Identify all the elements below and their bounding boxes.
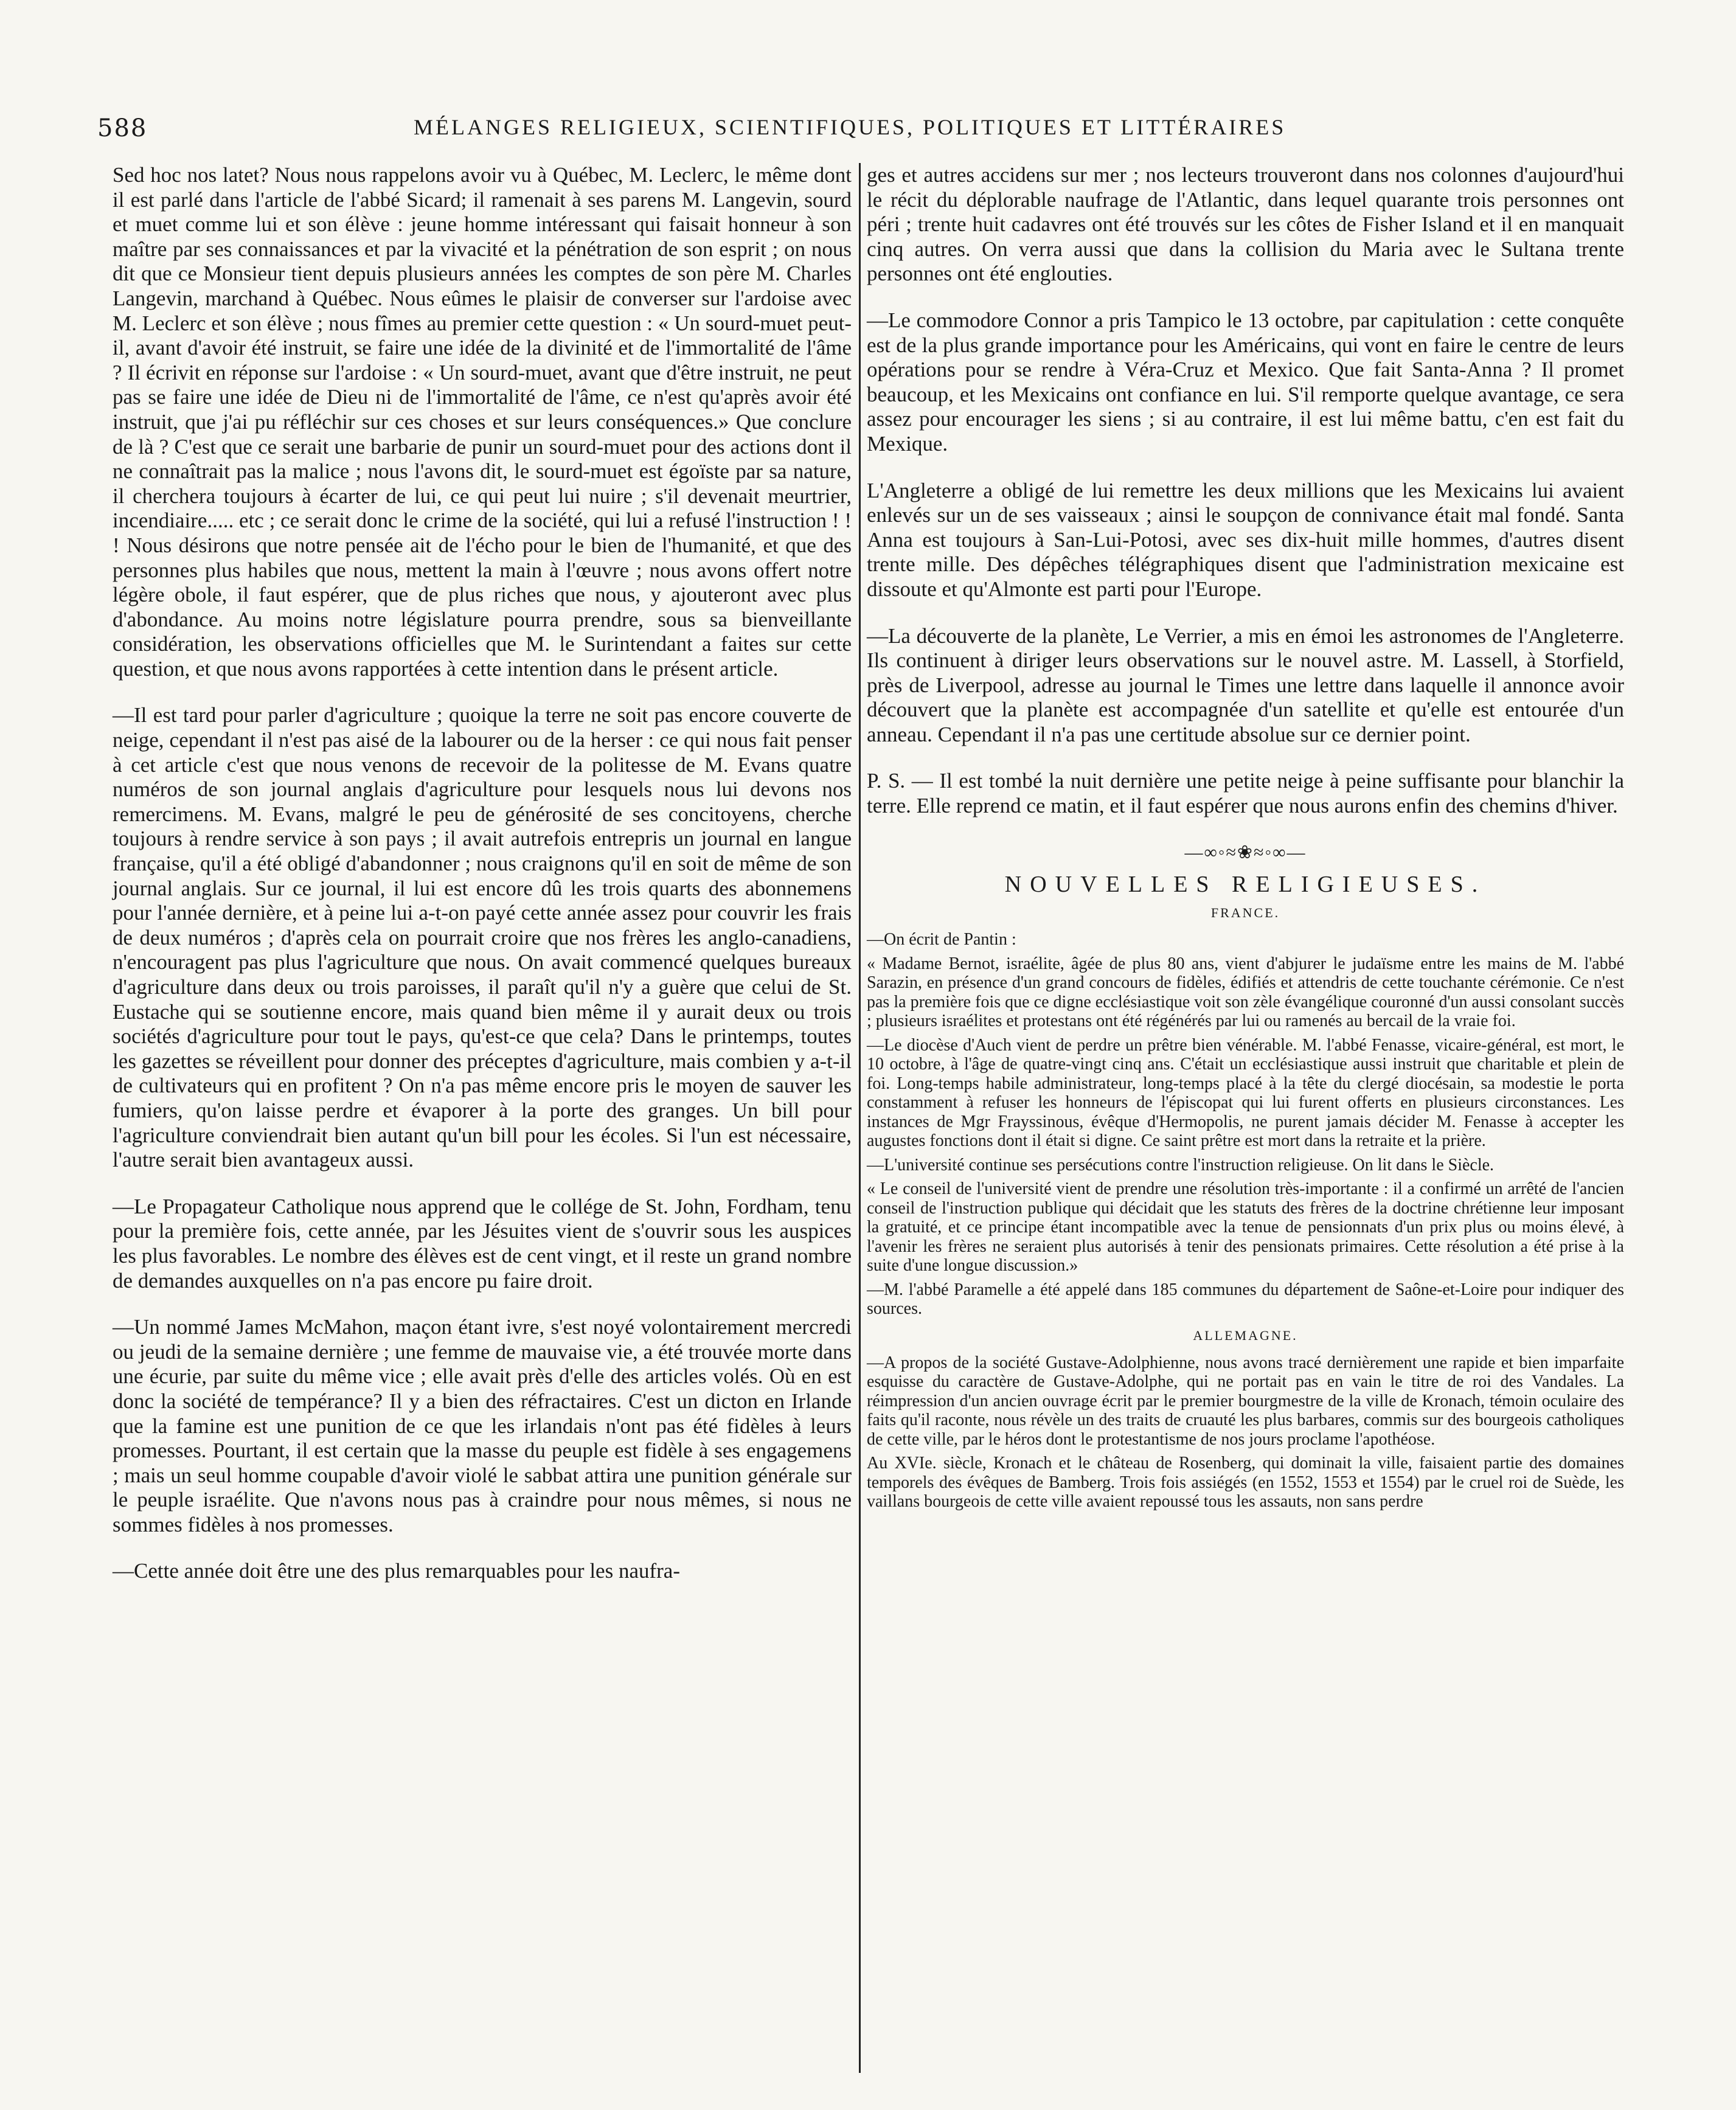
news-item: « Madame Bernot, israélite, âgée de plus 80 ans, vient d'abjurer le judaïsme entre les mains de M. l'abbé Sarazin, en présence d'un grand concours de fidèles, édifiés et attendris de cette touchante cérémonie. Ce n'est pas la première fois que ce digne ecclésiastique voit son zèle évangélique couronné d'un aussi consolant succès ; plusieurs israélites et protestans ont été régénérés par lui ou ramenés au bercail de la vraie foi.	[867, 954, 1624, 1031]
article-paragraph: —Cette année doit être une des plus remarquables pour les naufra-	[113, 1559, 680, 1583]
right-column	[867, 163, 1624, 2086]
news-item: —A propos de la société Gustave-Adolphienne, nous avons tracé dernièrement une rapide et bien imparfaite esquisse du caractère de Gustave-Adolphe, qui ne portait pas en vain le titre de roi des Vandales. La réimpression d'un ancien ouvrage écrit par le premier bourgmestre de la ville de Kronach, témoin oculaire des faits qu'il raconte, nous révèle un des traits de cruauté les plus barbares, commis sur des bourgeois catholiques de cette ville, par le héros dont le protestantisme de nos jours proclame l'apothéose.	[867, 1353, 1624, 1449]
article-paragraph: —Le Propagateur Catholique nous apprend que le collége de St. John, Fordham, tenu pour la première fois, cette année, par les Jésuites vient de s'ouvrir sous les auspices les plus favorables. Le nombre des élèves est de cent vingt, et il reste un grand nombre de demandes auxquelles on n'a pas encore pu faire droit.	[113, 1194, 852, 1293]
news-item: —M. l'abbé Paramelle a été appelé dans 185 communes du département de Saône-et-Loire pour indiquer des sources.	[867, 1280, 1624, 1319]
article-paragraph: P. S. — Il est tombé la nuit dernière une petite neige à peine suffisante pour blanchir la terre. Elle reprend ce matin, et il faut espérer que nous aurons enfin des chemins d'hiver.	[867, 769, 1624, 818]
left-column	[113, 163, 852, 2086]
section-title: NOUVELLES RELIGIEUSES.	[1004, 872, 1487, 898]
subsection-title-allemagne: ALLEMAGNE.	[1193, 1327, 1298, 1343]
article-paragraph: L'Angleterre a obligé de lui remettre les deux millions que les Mexicains lui avaient enlevés sur un de ses vaisseaux ; ainsi le soupçon de connivance était mal fondé. Santa Anna est toujours à San-Lui-Potosi, avec ses dix-huit mille hommes, d'autres disent trente mille. Des dépêches télégraphiques disent que l'administration mexicaine est dissoute et qu'Almonte est parti pour l'Europe.	[867, 478, 1624, 601]
page-number: 588	[97, 114, 148, 142]
article-paragraph: —La découverte de la planète, Le Verrier, a mis en émoi les astronomes de l'Angleterre. Ils continuent à diriger leurs observations sur le nouvel astre. M. Lassell, à Storfield, près de Liverpool, adresse au journal le Times une lettre dans laquelle il annonce avoir découvert que la planète est accompagnée d'un satellite et qu'elle est entourée d'un anneau. Cependant il n'a pas une certitude absolue sur ce dernier point.	[867, 623, 1624, 746]
news-item: —Le diocèse d'Auch vient de perdre un prêtre bien vénérable. M. l'abbé Fenasse, vicaire-général, est mort, le 10 octobre, à l'âge de quatre-vingt cinq ans. C'était un ecclésiastique aussi instruit que charitable et plein de foi. Long-temps habile administrateur, long-temps placé à la tête du clergé diocésain, sa modestie le porta constamment à refuser les honneurs de l'épiscopat qui lui furent offerts en plusieurs circonstances. Les instances de Mgr Frayssinous, évêque d'Hermopolis, ne purent jamais décider M. Fenasse à accepter les augustes fonctions dont il était si digne. Ce saint prêtre est mort dans la retraite et la prière.	[867, 1035, 1624, 1151]
news-item: —L'université continue ses persécutions contre l'instruction religieuse. On lit dans le Siècle.	[867, 1155, 1495, 1175]
news-item: —On écrit de Pantin :	[867, 930, 1016, 949]
article-paragraph: —Il est tard pour parler d'agriculture ; quoique la terre ne soit pas encore couverte de neige, cependant il n'est pas aisé de la labourer ou de la herser : ce qui nous fait penser à cet article c'est que nous venons de recevoir de la politesse de M. Evans quatre numéros de son journal anglais d'agriculture pour lesquels nous lui devons nos remercimens. M. Evans, malgré le peu de générosité de ses concitoyens, cherche toujours à rendre service à son pays ; il avait autrefois entrepris un journal en langue française, qu'il a été obligé d'abandonner ; nous craignons qu'il en soit de même de son journal anglais. Sur ce journal, il lui est encore dû les trois quarts des abonnemens pour l'année dernière, et à peine lui a-t-on payé cette année assez pour couvrir les frais de deux numéros ; d'après cela on pourrait croire que nos frères les anglo-canadiens, n'encouragent pas plus l'agriculture que nous. On avait commencé quelques bureaux d'agriculture dans deux ou trois paroisses, il paraît qu'il n'y a guère que celui de St. Eustache qui se soutienne encore, mais quand bien même il y aurait deux ou trois sociétés d'agriculture pour tout le pays, qu'est-ce que cela? Dans le printemps, toutes les gazettes se réveillent pour donner des préceptes d'agriculture, mais combien y a-t-il de cultivateurs qui en profitent ? On n'a pas même encore pris le moyen de sauver les fumiers, qu'on laisse perdre et évaporer à la porte des granges. Un bill pour l'agriculture conviendrait bien autant qu'un bill pour les écoles. Si l'un est nécessaire, l'autre serait bien avantageux aussi.	[113, 703, 852, 1172]
column-divider	[859, 163, 861, 2073]
article-paragraph: ges et autres accidens sur mer ; nos lecteurs trouveront dans nos colonnes d'aujourd'hui le récit du déplorable naufrage de l'Atlantic, dans lequel quarante trois personnes ont péri ; trente huit cadavres ont été trouvés sur les côtes de Fisher Island et il en manquait cinq autres. On verra aussi que dans la collision du Maria avec le Sultana trente personnes ont été englouties.	[867, 163, 1624, 286]
article-paragraph: —Le commodore Connor a pris Tampico le 13 octobre, par capitulation : cette conquête est de la plus grande importance pour les Américains, qui vont en faire le centre de leurs opérations pour se rendre à Véra-Cruz et Mexico. Que fait Santa-Anna ? Il promet beaucoup, et les Mexicains ont confiance en lui. S'il remporte quelque avantage, ce sera assez pour encourager les siens ; si au contraire, il est lui même battu, c'en est fait du Mexique.	[867, 308, 1624, 456]
subsection-title-france: FRANCE.	[1210, 904, 1280, 920]
article-paragraph: Sed hoc nos latet? Nous nous rappelons avoir vu à Québec, M. Leclerc, le même dont il est parlé dans l'article de l'abbé Sicard; il ramenait à ses parens M. Langevin, sourd et muet comme lui et son élève : jeune homme intéressant qui faisait honneur à son maître par ses connaissances et par la vivacité et la pénétration de son esprit ; on nous dit que ce Monsieur tient depuis plusieurs années les comptes de son père M. Charles Langevin, marchand à Québec. Nous eûmes le plaisir de converser sur l'ardoise avec M. Leclerc et son élève ; nous fîmes au premier cette question : « Un sourd-muet peut-il, avant d'avoir été instruit, se faire une idée de la divinité et de l'immortalité de l'âme ? Il écrivit en réponse sur l'ardoise : « Un sourd-muet, avant que d'être instruit, ne peut pas se faire une idée de Dieu ni de l'immortalité de l'âme, ce n'est qu'après avoir été instruit, que j'ai pu réfléchir sur ces choses et sur leurs conséquences.» Que conclure de là ? C'est que ce serait une barbarie de punir un sourd-muet pour des actions dont il ne connaîtrait pas la malice ; nous l'avons dit, le sourd-muet est égoïste par sa nature, il cherchera toujours à écarter de lui, ce qui peut lui nuire ; s'il devenait meurtrier, incendiaire..... etc ; ce serait donc le crime de la société, qui lui a refusé l'instruction ! ! ! Nous désirons que notre pensée ait de l'écho pour le bien de l'humanité, et que des personnes plus habiles que nous, mettent la main à l'œuvre ; nous avons offert notre légère obole, il faut espérer, que de plus riches que nous, y ajouteront avec plus d'abondance. Au moins notre législature pourra prendre, sous sa bienveillante considération, les observations officielles que M. le Surintendant a faites sur cette question, et que nous avons rapportées à cette intention dans le présent article.	[113, 163, 852, 681]
running-title: MÉLANGES RELIGIEUX, SCIENTIFIQUES, POLITIQUES ET LITTÉRAIRES	[414, 115, 1286, 139]
news-item: Au XVIe. siècle, Kronach et le château de Rosenberg, qui dominait la ville, faisaient partie des domaines temporels des évêques de Bamberg. Trois fois assiégés (en 1552, 1553 et 1554) par le cruel roi de Suède, les vaillans bourgeois de cette ville avaient repoussé tous les assauts, non sans perdre	[867, 1454, 1624, 1511]
ornament-divider: —∞◦≈❀≈◦∞—	[1184, 842, 1307, 862]
article-paragraph: —Un nommé James McMahon, maçon étant ivre, s'est noyé volontairement mercredi ou jeudi de la semaine dernière ; une femme de mauvaise vie, a été trouvée morte dans une écurie, par suite du même vice ; elle avait près d'elle des articles volés. Où en est donc la société de tempérance? Il y a bien des réfractaires. C'est un dicton en Irlande que la famine est une punition de ce que les irlandais n'ont pas été fidèles à leurs promesses. Pourtant, il est certain que la masse du peuple est fidèle à ses engagemens ; mais un seul homme coupable d'avoir violé le sabbat attira une punition générale sur le peuple israélite. Que n'avons nous pas à craindre pour nous mêmes, si nous ne sommes fidèles à nos promesses.	[113, 1315, 852, 1536]
page-header	[97, 114, 1663, 151]
news-item: « Le conseil de l'université vient de prendre une résolution très-importante : il a confirmé un arrêté de l'ancien conseil de l'instruction publique qui décidait que les statuts des frères de la doctrine chrétienne leur imposant la gratuité, et ce principe étant incompatible avec la tenue de pensionnats d'un prix plus ou moins élevé, à l'avenir les frères ne seraient plus autorisés à tenir des pensionats primaires. Cette résolution a été prise à la suite d'une longue discussion.»	[867, 1179, 1624, 1275]
